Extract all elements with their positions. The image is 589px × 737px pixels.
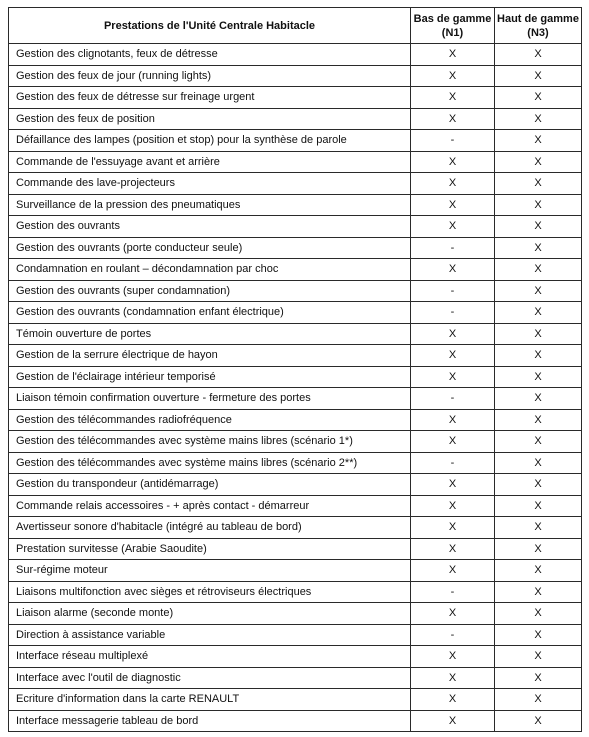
service-label: Gestion de l'éclairage intérieur temporisé <box>9 366 411 388</box>
service-label: Liaisons multifonction avec sièges et rétroviseurs électriques <box>9 581 411 603</box>
table-row <box>9 173 582 195</box>
service-label: Avertisseur sonore d'habitacle (intégré au tableau de bord) <box>9 517 411 539</box>
service-label: Commande des lave-projecteurs <box>9 173 411 195</box>
low-range-mark: X <box>411 667 495 689</box>
service-label: Gestion des ouvrants (super condamnation) <box>9 280 411 302</box>
table-body <box>9 44 582 732</box>
high-range-mark: X <box>495 366 582 388</box>
table-row <box>9 667 582 689</box>
table-row <box>9 689 582 711</box>
low-range-mark: - <box>411 280 495 302</box>
service-label: Sur-régime moteur <box>9 560 411 582</box>
low-range-mark: - <box>411 302 495 324</box>
service-label: Gestion des télécommandes avec système mains libres (scénario 2**) <box>9 452 411 474</box>
service-label: Interface réseau multiplexé <box>9 646 411 668</box>
table-row <box>9 452 582 474</box>
table-row <box>9 65 582 87</box>
service-label: Commande de l'essuyage avant et arrière <box>9 151 411 173</box>
low-range-mark: X <box>411 259 495 281</box>
low-range-mark: X <box>411 710 495 732</box>
high-range-mark: X <box>495 517 582 539</box>
high-range-mark: X <box>495 667 582 689</box>
low-range-mark: X <box>411 409 495 431</box>
service-label: Prestation survitesse (Arabie Saoudite) <box>9 538 411 560</box>
high-range-mark: X <box>495 409 582 431</box>
service-label: Gestion des télécommandes avec système mains libres (scénario 1*) <box>9 431 411 453</box>
high-range-mark: X <box>495 44 582 66</box>
low-range-mark: - <box>411 452 495 474</box>
table-row <box>9 280 582 302</box>
high-range-mark: X <box>495 603 582 625</box>
table-row <box>9 130 582 152</box>
low-range-mark: X <box>411 345 495 367</box>
high-range-mark: X <box>495 345 582 367</box>
low-range-mark: X <box>411 474 495 496</box>
service-label: Défaillance des lampes (position et stop) pour la synthèse de parole <box>9 130 411 152</box>
low-range-mark: X <box>411 173 495 195</box>
high-range-mark: X <box>495 280 582 302</box>
low-range-mark: X <box>411 603 495 625</box>
table-row <box>9 108 582 130</box>
service-label: Gestion des clignotants, feux de détresse <box>9 44 411 66</box>
table-row <box>9 624 582 646</box>
table-row <box>9 323 582 345</box>
high-range-mark: X <box>495 538 582 560</box>
low-range-mark: - <box>411 130 495 152</box>
high-range-mark: X <box>495 216 582 238</box>
service-label: Interface avec l'outil de diagnostic <box>9 667 411 689</box>
table-row <box>9 388 582 410</box>
low-range-mark: X <box>411 689 495 711</box>
low-range-mark: - <box>411 581 495 603</box>
low-range-mark: - <box>411 237 495 259</box>
low-range-mark: X <box>411 646 495 668</box>
service-label: Gestion des feux de détresse sur freinage urgent <box>9 87 411 109</box>
service-label: Liaison alarme (seconde monte) <box>9 603 411 625</box>
low-range-mark: X <box>411 65 495 87</box>
high-range-mark: X <box>495 388 582 410</box>
low-range-mark: X <box>411 151 495 173</box>
services-table <box>8 7 582 732</box>
service-label: Condamnation en roulant – décondamnation par choc <box>9 259 411 281</box>
service-label: Ecriture d'information dans la carte RENAULT <box>9 689 411 711</box>
table-row <box>9 517 582 539</box>
low-range-mark: X <box>411 323 495 345</box>
high-range-mark: X <box>495 624 582 646</box>
low-range-mark: X <box>411 495 495 517</box>
high-range-mark: X <box>495 452 582 474</box>
high-range-mark: X <box>495 87 582 109</box>
service-label: Gestion des ouvrants (porte conducteur seule) <box>9 237 411 259</box>
high-range-mark: X <box>495 259 582 281</box>
service-label: Surveillance de la pression des pneumatiques <box>9 194 411 216</box>
table-row <box>9 710 582 732</box>
service-label: Gestion des feux de position <box>9 108 411 130</box>
table-row <box>9 495 582 517</box>
table-row <box>9 194 582 216</box>
high-range-mark: X <box>495 302 582 324</box>
low-range-mark: - <box>411 624 495 646</box>
high-range-mark: X <box>495 581 582 603</box>
service-label: Gestion des feux de jour (running lights) <box>9 65 411 87</box>
high-range-mark: X <box>495 495 582 517</box>
low-range-mark: X <box>411 538 495 560</box>
high-range-mark: X <box>495 194 582 216</box>
high-range-mark: X <box>495 237 582 259</box>
low-range-mark: X <box>411 44 495 66</box>
low-range-mark: - <box>411 388 495 410</box>
header-service: Prestations de l'Unité Centrale Habitacle <box>9 8 411 44</box>
table-row <box>9 345 582 367</box>
low-range-mark: X <box>411 108 495 130</box>
high-range-mark: X <box>495 65 582 87</box>
service-label: Commande relais accessoires - + après contact - démarreur <box>9 495 411 517</box>
high-range-mark: X <box>495 151 582 173</box>
header-low-range: Bas de gamme (N1) <box>411 8 495 44</box>
service-label: Gestion des ouvrants (condamnation enfant électrique) <box>9 302 411 324</box>
table-header-row <box>9 8 582 44</box>
high-range-mark: X <box>495 431 582 453</box>
low-range-mark: X <box>411 431 495 453</box>
low-range-mark: X <box>411 87 495 109</box>
table-row <box>9 302 582 324</box>
service-label: Gestion du transpondeur (antidémarrage) <box>9 474 411 496</box>
table-row <box>9 560 582 582</box>
low-range-mark: X <box>411 366 495 388</box>
low-range-mark: X <box>411 194 495 216</box>
table-row <box>9 216 582 238</box>
table-row <box>9 366 582 388</box>
service-label: Liaison témoin confirmation ouverture - fermeture des portes <box>9 388 411 410</box>
service-label: Interface messagerie tableau de bord <box>9 710 411 732</box>
service-label: Gestion des ouvrants <box>9 216 411 238</box>
low-range-mark: X <box>411 560 495 582</box>
table-row <box>9 538 582 560</box>
table-row <box>9 87 582 109</box>
high-range-mark: X <box>495 323 582 345</box>
table-row <box>9 151 582 173</box>
table-row <box>9 603 582 625</box>
high-range-mark: X <box>495 689 582 711</box>
high-range-mark: X <box>495 173 582 195</box>
service-label: Témoin ouverture de portes <box>9 323 411 345</box>
header-high-range: Haut de gamme (N3) <box>495 8 582 44</box>
table-row <box>9 431 582 453</box>
service-label: Direction à assistance variable <box>9 624 411 646</box>
table-row <box>9 581 582 603</box>
low-range-mark: X <box>411 517 495 539</box>
high-range-mark: X <box>495 560 582 582</box>
table-row <box>9 44 582 66</box>
high-range-mark: X <box>495 130 582 152</box>
table-row <box>9 259 582 281</box>
service-label: Gestion de la serrure électrique de hayon <box>9 345 411 367</box>
high-range-mark: X <box>495 108 582 130</box>
table-row <box>9 237 582 259</box>
low-range-mark: X <box>411 216 495 238</box>
service-label: Gestion des télécommandes radiofréquence <box>9 409 411 431</box>
high-range-mark: X <box>495 474 582 496</box>
table-row <box>9 474 582 496</box>
high-range-mark: X <box>495 646 582 668</box>
table-row <box>9 646 582 668</box>
table-row <box>9 409 582 431</box>
high-range-mark: X <box>495 710 582 732</box>
